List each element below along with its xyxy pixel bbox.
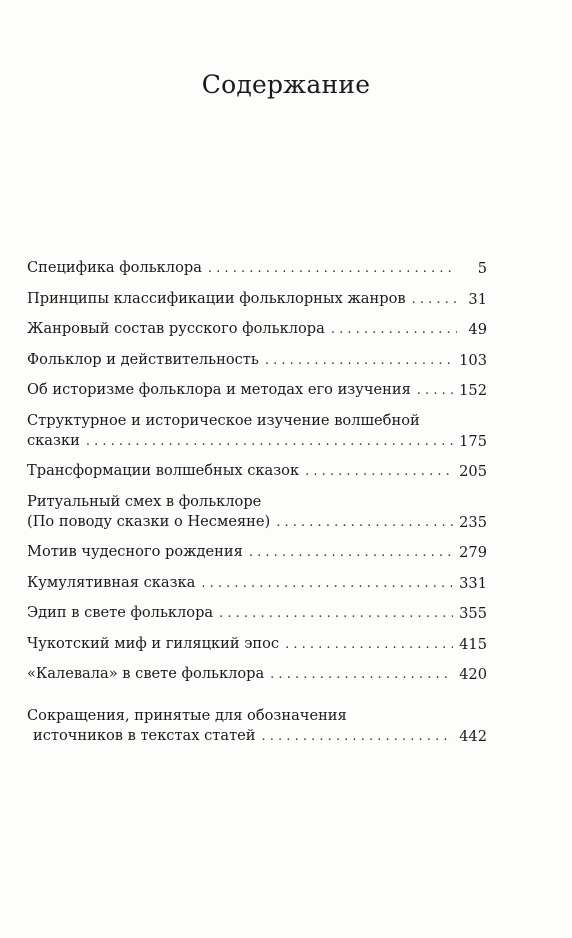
dot-leader	[219, 604, 453, 624]
toc-entry[interactable]	[27, 350, 487, 371]
toc-page-number: 415	[459, 635, 487, 653]
toc-page-number: 420	[459, 666, 487, 683]
toc-entry-title: Жанровый состав русского фольклора	[27, 320, 325, 337]
toc-page-number: 442	[459, 727, 487, 745]
toc-entry[interactable]	[27, 634, 487, 655]
toc-entry[interactable]	[27, 664, 487, 685]
toc-page-number: 5	[477, 260, 487, 277]
dot-leader	[417, 381, 453, 401]
toc-page-number: 235	[459, 513, 487, 531]
toc-entry-title: Специфика фольклора	[27, 259, 202, 276]
toc-page-number: 279	[459, 544, 487, 561]
toc-entry-title-line: (По поводу сказки о Несмеяне)	[27, 512, 271, 530]
toc-entry-title: Фольклор и действительность	[27, 350, 259, 368]
dot-leader	[305, 462, 453, 482]
toc-entry-title: Трансформации волшебных сказок	[27, 462, 300, 479]
toc-entry-title: Эдип в свете фольклора	[27, 604, 214, 621]
dot-leader	[285, 635, 453, 655]
dot-leader	[201, 574, 453, 594]
toc-entry-title: Кумулятивная сказка	[27, 573, 196, 591]
toc-entry-title-line: Структурное и историческое изучение волшебной	[27, 411, 420, 429]
toc-entry-title-line: источников в текстах статей	[33, 726, 256, 744]
dot-leader	[270, 665, 453, 685]
toc-entry-title-line: Сокращения, принятые для обозначения	[27, 706, 347, 724]
toc-page-number: 205	[459, 463, 487, 480]
toc-entry-title: Мотив чудесного рождения	[27, 543, 243, 560]
toc-entry-title: Чукотский миф и гиляцкий эпос	[27, 634, 280, 652]
toc-entry-title: Принципы классификации фольклорных жанров	[27, 289, 406, 307]
dot-leader	[412, 290, 457, 310]
toc-page-number: 49	[468, 321, 487, 338]
toc-entry-title: «Калевала» в свете фольклора	[27, 665, 265, 682]
dot-leader	[249, 543, 453, 563]
toc-entry[interactable]	[27, 258, 487, 279]
table-of-contents	[27, 258, 487, 756]
toc-page-number: 31	[468, 290, 487, 308]
toc-entry[interactable]	[27, 492, 487, 533]
toc-entry-title-line: сказки	[27, 431, 80, 449]
toc-entry-title-line: Ритуальный смех в фольклоре	[27, 492, 262, 510]
dot-leader	[208, 259, 457, 279]
toc-entry-appendix[interactable]	[27, 706, 487, 747]
toc-page-number: 152	[459, 382, 487, 399]
toc-entry[interactable]	[27, 411, 487, 452]
dot-leader	[86, 432, 453, 452]
toc-entry[interactable]	[27, 603, 487, 624]
dot-leader	[265, 351, 453, 371]
toc-entry-title: Об историзме фольклора и методах его изучения	[27, 381, 411, 398]
toc-entry[interactable]	[27, 289, 487, 310]
dot-leader	[331, 320, 457, 340]
section-gap	[27, 695, 487, 706]
page-title: Содержание	[201, 70, 371, 99]
toc-page-number: 103	[459, 351, 487, 369]
toc-entry[interactable]	[27, 573, 487, 594]
toc-entry[interactable]	[27, 542, 487, 563]
toc-entry[interactable]	[27, 461, 487, 482]
toc-entry[interactable]	[27, 380, 487, 401]
toc-page-number: 355	[459, 605, 487, 622]
toc-entry[interactable]	[27, 319, 487, 340]
dot-leader	[276, 513, 453, 533]
toc-page-number: 331	[459, 574, 487, 592]
toc-page-number: 175	[459, 432, 487, 450]
dot-leader	[262, 727, 454, 747]
